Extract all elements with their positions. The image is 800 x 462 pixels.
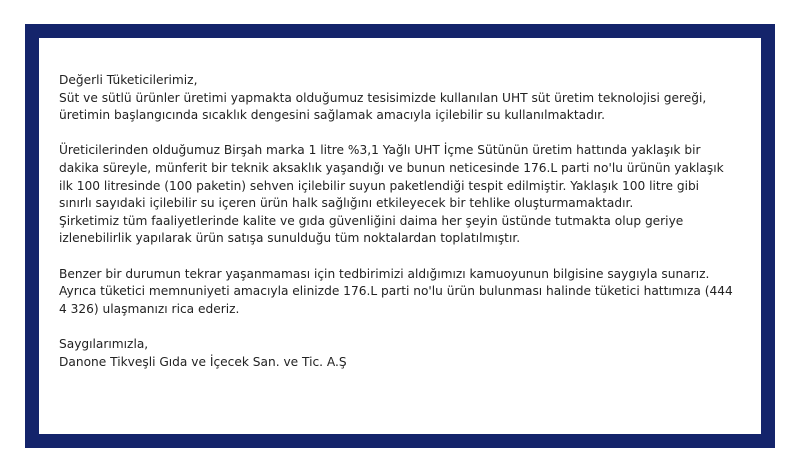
paragraph-2-line: Üreticilerinden olduğumuz Birşah marka 1 litre %3,1 Yağlı UHT İçme Sütünün üretim hattında yaklaşık bir: [59, 143, 701, 158]
sign-off: [59, 336, 719, 371]
paragraph-2-line: izlenebilirlik yapılarak ürün satışa sunulduğu tüm noktalardan toplatılmıştır.: [59, 231, 521, 246]
paragraph-2: [59, 142, 724, 248]
letter-body: [59, 72, 733, 371]
paragraph-3-line: 4 326) ulaşmanızı rica ederiz.: [59, 301, 240, 316]
paragraph-2-line: ilk 100 litresinde (100 paketin) sehven içilebilir suyun paketlendiği tespit edilmiştir. Yaklaşık 100 litre gibi: [59, 178, 700, 193]
paragraph-3: [59, 266, 733, 319]
paragraph-3-line: Ayrıca tüketici memnuniyeti amacıyla elinizde 176.L parti no'lu ürün bulunması halinde tüketici hattımıza (444: [59, 284, 733, 299]
paragraph-1-line: üretimin başlangıcında sıcaklık dengesini sağlamak amacıyla içilebilir su kullanılmaktadır.: [59, 108, 605, 123]
signature: Danone Tikveşli Gıda ve İçecek San. ve Tic. A.Ş: [59, 354, 347, 369]
paragraph-1-line: Süt ve sütlü ürünler üretimi yapmakta olduğumuz tesisimizde kullanılan UHT süt üretim teknolojisi gereği,: [59, 90, 707, 105]
paragraph-3-line: Benzer bir durumun tekrar yaşanmaması için tedbirimizi aldığımızı kamuoyunun bilgisine saygıyla sunarız.: [59, 266, 710, 281]
closing: Saygılarımızla,: [59, 336, 149, 351]
paragraph-2-line: sınırlı sayıdaki içilebilir su içeren ürün halk sağlığını etkileyecek bir tehlike oluşturmamaktadır.: [59, 196, 634, 211]
greeting: Değerli Tüketicilerimiz,: [59, 73, 198, 87]
paragraph-2-line: Şirketimiz tüm faaliyetlerinde kalite ve gıda güvenliğini daima her şeyin üstünde tutmakta olup geriye: [59, 213, 684, 228]
greeting-block: [59, 72, 719, 125]
paragraph-2-line: dakika süreyle, münferit bir teknik aksaklık yaşandığı ve bunun neticesinde 176.L parti no'lu ürünün yaklaşık: [59, 160, 724, 175]
